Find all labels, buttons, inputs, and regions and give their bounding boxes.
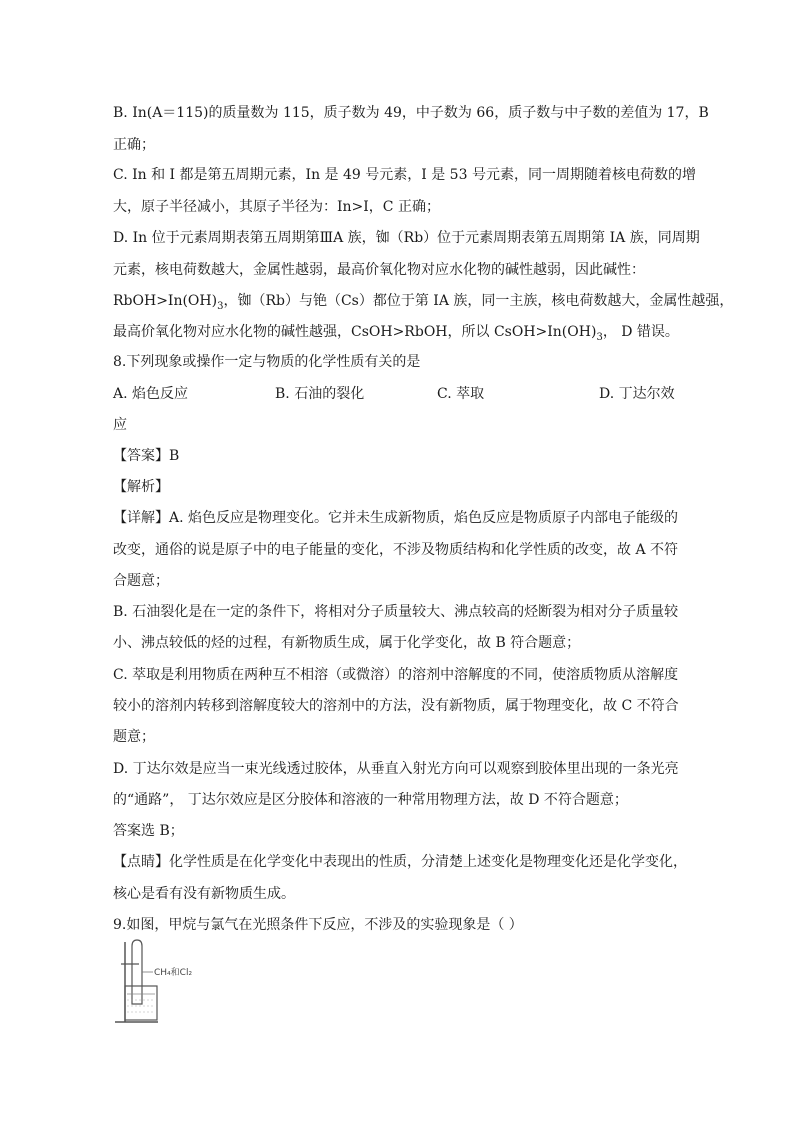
text-segment: ，铷（Rb）与铯（Cs）都位于第 IA 族，同一主族，核电荷数越大，金属性越强， bbox=[223, 293, 734, 309]
analysis-label: 【解析】 bbox=[113, 479, 169, 495]
option-b: B. 石油的裂化 bbox=[275, 386, 365, 402]
text-line: 元素，核电荷数越大，金属性越弱，最高价氧化物对应水化物的碱性越弱，因此碱性： bbox=[113, 262, 645, 278]
option-c: C. 萃取 bbox=[437, 386, 485, 402]
question-8: 8.下列现象或操作一定与物质的化学性质有关的是 bbox=[113, 354, 421, 370]
text-line: 小、沸点较低的烃的过程，有新物质生成，属于化学变化，故 B 符合题意； bbox=[113, 635, 581, 651]
text-segment: ， D 错误。 bbox=[602, 324, 679, 340]
option-a: A. 焰色反应 bbox=[113, 386, 189, 402]
text-line: 大，原子半径减小，其原子半径为：In>I，C 正确； bbox=[113, 199, 440, 215]
text-line: 核心是看有没有新物质生成。 bbox=[113, 886, 295, 902]
text-line: C. 萃取是利用物质在两种互不相溶（或微溶）的溶剂中溶解度的不同，使溶质物质从溶解度 bbox=[113, 667, 679, 683]
figure-label: CH₄和Cl₂ bbox=[154, 968, 193, 978]
text-line: 【点睛】化学性质是在化学变化中表现出的性质，分清楚上述变化是物理变化还是化学变化， bbox=[113, 854, 687, 870]
text-line: 合题意； bbox=[113, 573, 169, 589]
subscript: 3 bbox=[217, 300, 224, 312]
text-line: 的“通路”， 丁达尔效应是区分胶体和溶液的一种常用物理方法，故 D 不符合题意； bbox=[113, 792, 628, 808]
option-d-continuation: 应 bbox=[113, 417, 127, 433]
text-line: D. 丁达尔效是应当一束光线透过胶体，从垂直入射光方向可以观察到胶体里出现的一条光亮 bbox=[113, 761, 679, 777]
text-line: 较小的溶剂内转移到溶解度较大的溶剂中的方法，没有新物质，属于物理变化，故 C 不符合 bbox=[113, 698, 679, 714]
text-line: D. In 位于元素周期表第五周期第ⅢA 族，铷（Rb）位于元素周期表第五周期第 IA 族，同周期 bbox=[113, 230, 700, 246]
text-line: 正确； bbox=[113, 137, 155, 153]
text-line bbox=[113, 292, 733, 316]
text-line: B. 石油裂化是在一定的条件下，将相对分子质量较大、沸点较高的烃断裂为相对分子质量较 bbox=[113, 604, 679, 620]
text-line: 改变，通俗的说是原子中的电子能量的变化，不涉及物质结构和化学性质的改变，故 A 不符 bbox=[113, 542, 679, 558]
text-line: C. In 和 I 都是第五周期元素，In 是 49 号元素，I 是 53 号元素，同一周期随着核电荷数的增 bbox=[113, 167, 696, 183]
answer-label: 【答案】B bbox=[113, 448, 180, 464]
text-segment: RbOH>In(OH) bbox=[113, 293, 218, 309]
text-line: 【详解】A. 焰色反应是物理变化。它并未生成新物质，焰色反应是物质原子内部电子能级的 bbox=[113, 510, 679, 526]
text-line: B. In(A＝115)的质量数为 115，质子数为 49，中子数为 66，质子数与中子数的差值为 17，B bbox=[113, 105, 709, 121]
question-9: 9.如图，甲烷与氯气在光照条件下反应，不涉及的实验现象是（ ） bbox=[113, 917, 523, 933]
option-d: D. 丁达尔效 bbox=[599, 386, 675, 402]
apparatus-figure bbox=[113, 934, 223, 1026]
subscript: 3 bbox=[596, 331, 603, 343]
text-line: 答案选 B； bbox=[113, 823, 184, 839]
text-segment: 最高价氧化物对应水化物的碱性越强，CsOH>RbOH，所以 CsOH>In(OH) bbox=[113, 324, 597, 340]
text-line bbox=[113, 323, 679, 347]
text-line: 题意； bbox=[113, 729, 155, 745]
